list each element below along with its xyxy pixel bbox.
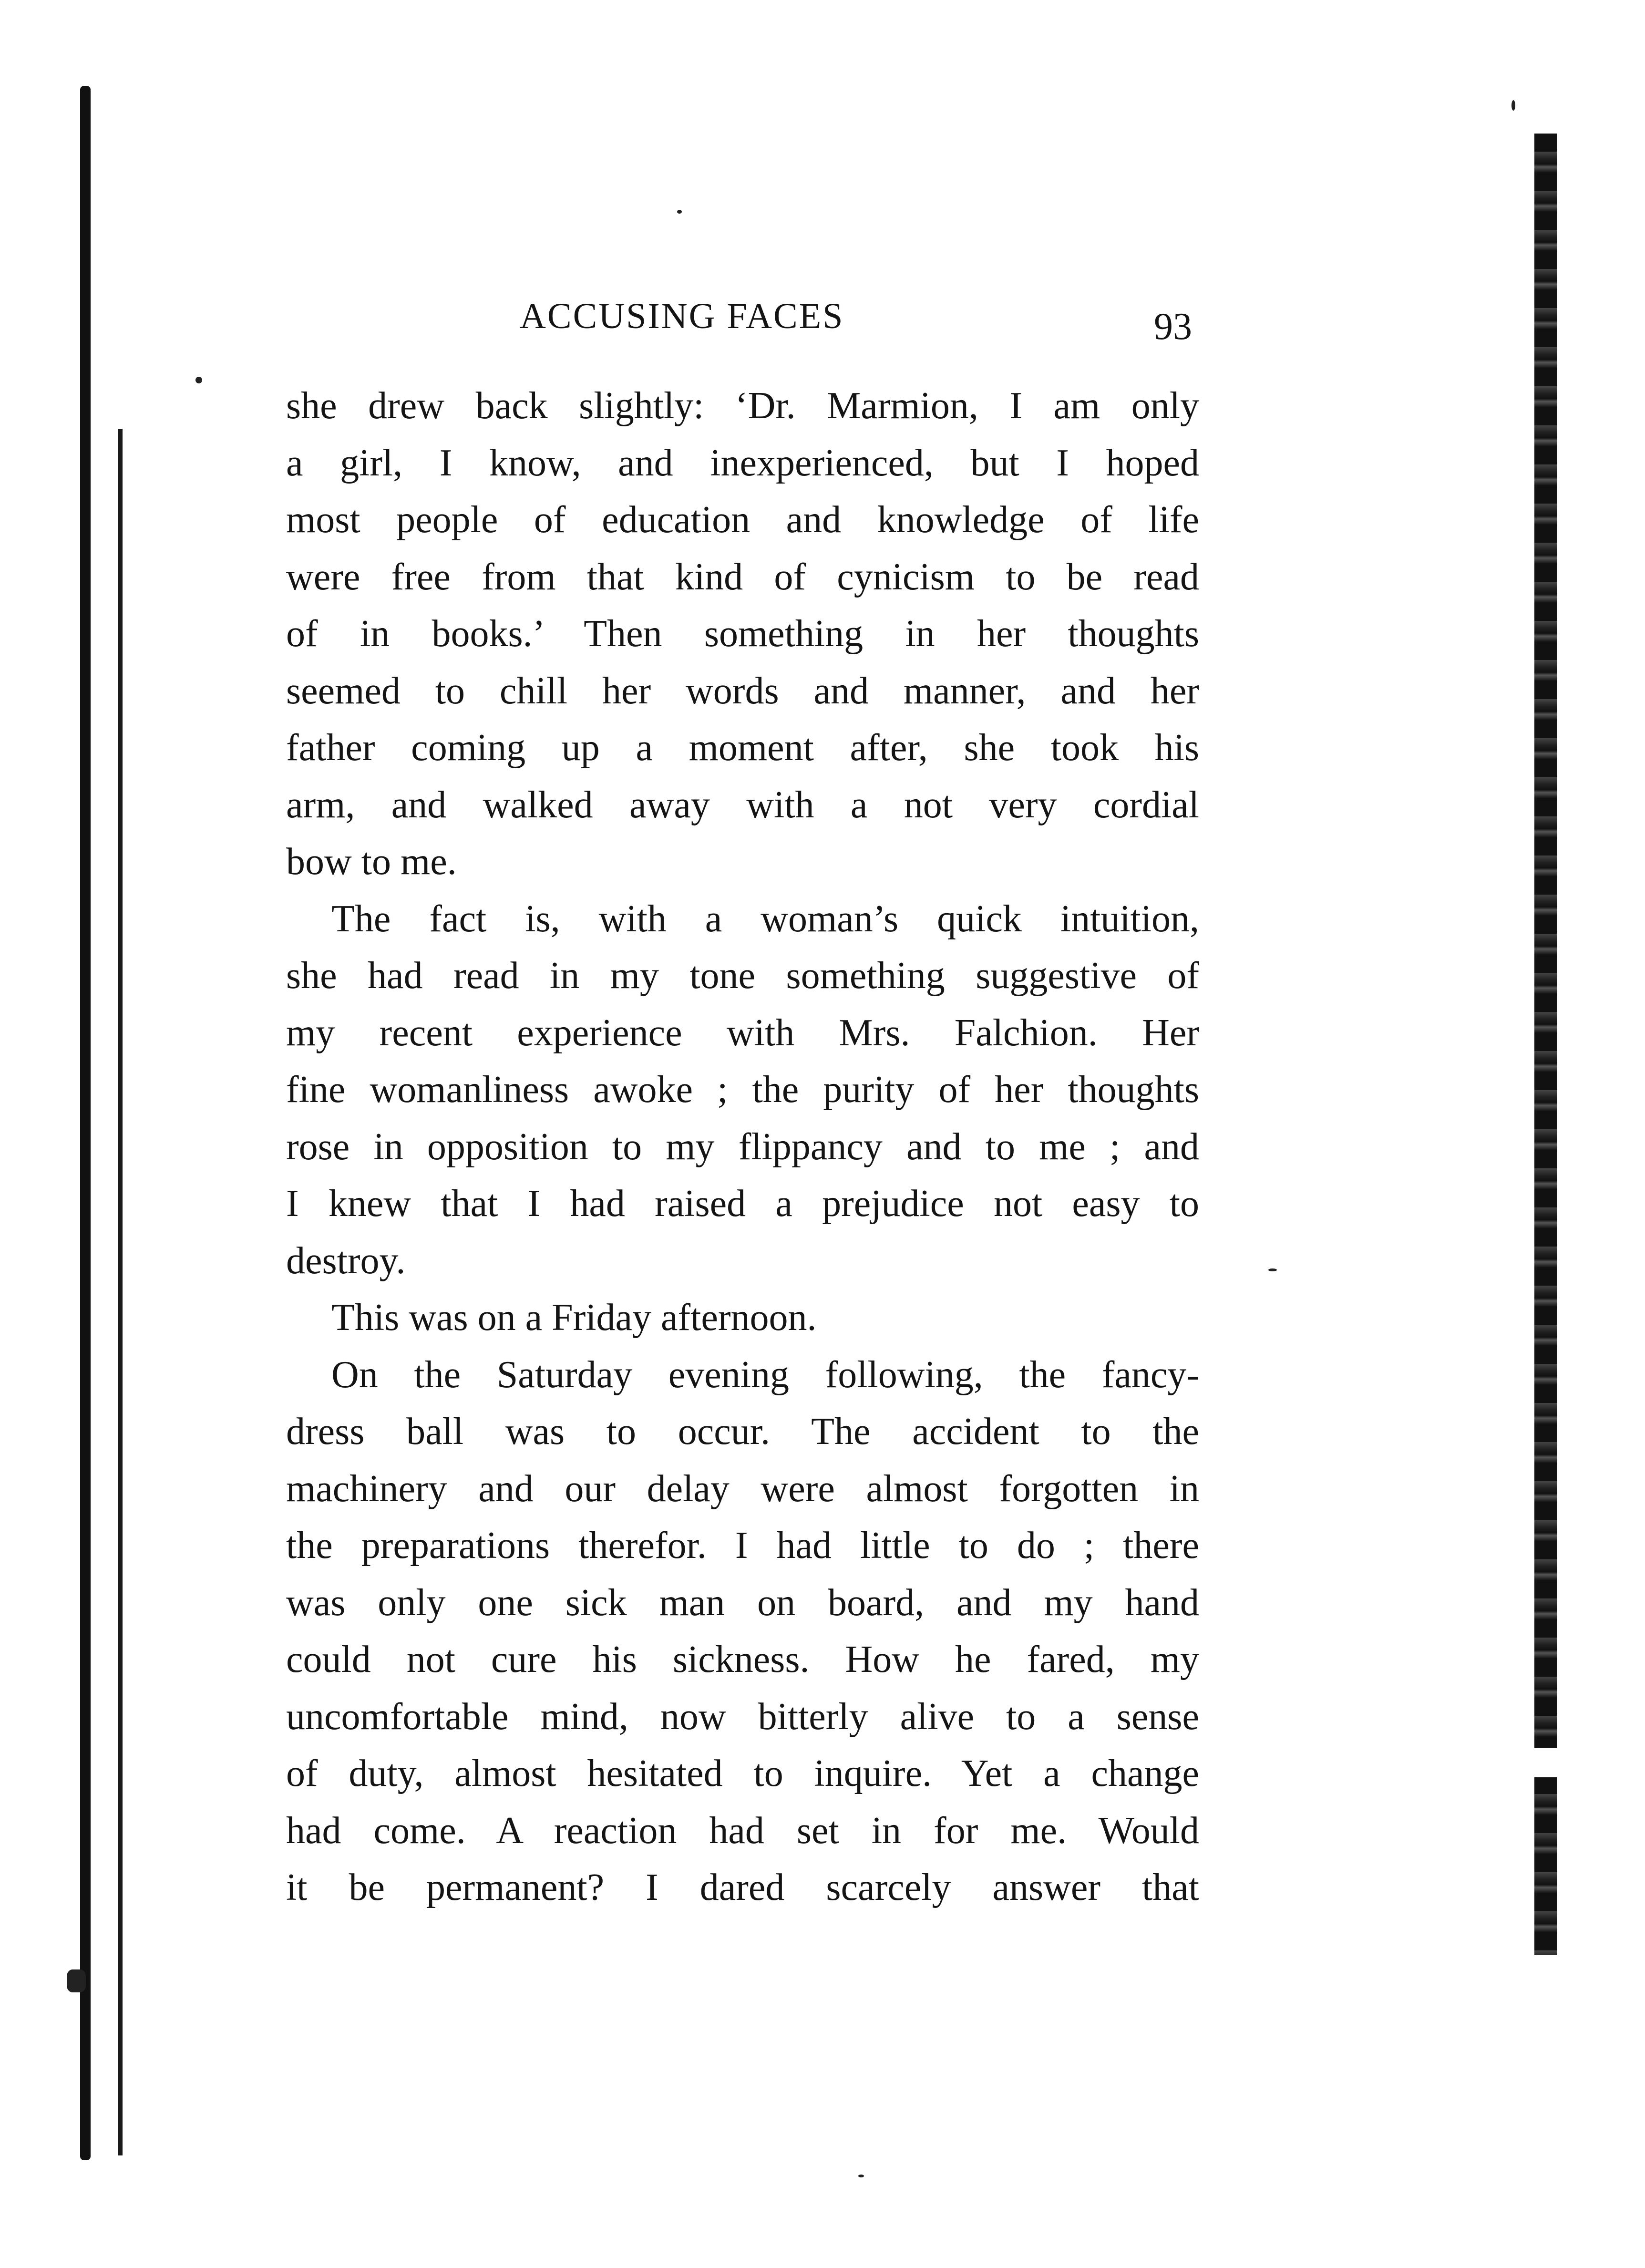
text-line: had come. A reaction had set in for me. Would <box>286 1809 1199 1852</box>
scan-binding-edge-left <box>80 86 91 2160</box>
scan-speck <box>677 210 682 214</box>
text-line: bow to me. <box>286 841 457 883</box>
text-line: fine womanliness awoke ; the purity of her thoughts <box>286 1069 1199 1111</box>
paragraph <box>286 891 1199 1290</box>
text-line: On the Saturday evening following, the fancy- <box>331 1353 1199 1396</box>
text-line: father coming up a moment after, she took his <box>286 727 1199 769</box>
scan-speck <box>195 377 202 383</box>
text-line: arm, and walked away with a not very cordial <box>286 783 1199 826</box>
text-line: she had read in my tone something suggestive of <box>286 955 1199 997</box>
text-line: most people of education and knowledge of life <box>286 499 1199 541</box>
scan-binding-edge-right <box>1534 134 1557 1955</box>
text-line: rose in opposition to my flippancy and to me ; and <box>286 1125 1199 1168</box>
paragraph <box>286 378 1199 891</box>
scan-binding-gap <box>1531 1748 1564 1777</box>
text-line: was only one sick man on board, and my hand <box>286 1581 1199 1624</box>
text-line: destroy. <box>286 1239 406 1282</box>
text-line: it be permanent? I dared scarcely answer that <box>286 1866 1199 1908</box>
text-line: uncomfortable mind, now bitterly alive to a sense <box>286 1695 1199 1738</box>
body-text <box>286 378 1199 1917</box>
text-line: of in books.’ Then something in her thoughts <box>286 613 1199 655</box>
scan-speck <box>67 1969 86 1992</box>
text-line: This was on a Friday afternoon. <box>331 1297 817 1339</box>
text-line: seemed to chill her words and manner, and her <box>286 670 1199 712</box>
paragraph <box>286 1289 1199 1347</box>
text-line: she drew back slightly: ‘Dr. Marmion, I am only <box>286 385 1199 427</box>
running-head: ACCUSING FACES <box>520 296 844 336</box>
text-line: were free from that kind of cynicism to be read <box>286 556 1199 598</box>
text-line: machinery and our delay were almost forgotten in <box>286 1467 1199 1510</box>
text-line: my recent experience with Mrs. Falchion. Her <box>286 1011 1199 1054</box>
text-line: a girl, I know, and inexperienced, but I hoped <box>286 442 1199 484</box>
text-line: the preparations therefor. I had little to do ; there <box>286 1525 1199 1567</box>
scan-speck <box>858 2175 864 2177</box>
text-line: could not cure his sickness. How he fared, my <box>286 1639 1199 1680</box>
scan-speck <box>1268 1268 1277 1271</box>
text-line: of duty, almost hesitated to inquire. Yet a change <box>286 1753 1199 1794</box>
scan-speck <box>1511 100 1515 111</box>
page-number: 93 <box>1154 306 1192 348</box>
text-line: I knew that I had raised a prejudice not easy to <box>286 1183 1199 1225</box>
paragraph <box>286 1347 1199 1917</box>
text-line: dress ball was to occur. The accident to the <box>286 1411 1199 1453</box>
scan-binding-edge-left-inner <box>118 429 123 2155</box>
text-line: The fact is, with a woman’s quick intuition, <box>331 897 1199 940</box>
